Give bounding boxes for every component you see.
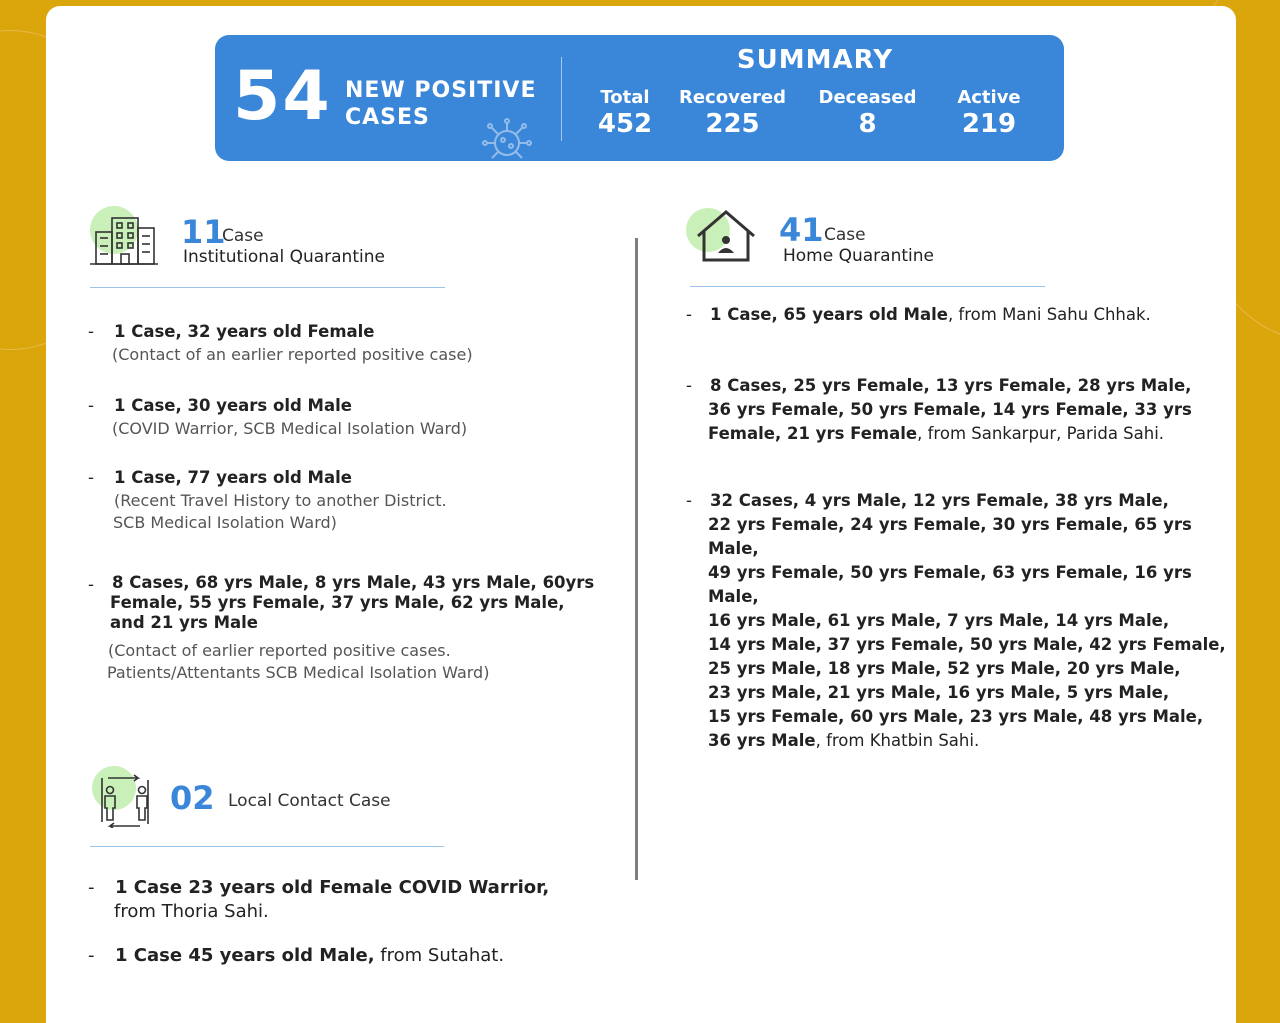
home-icon bbox=[686, 206, 758, 268]
virus-icon bbox=[477, 117, 537, 161]
list-item: - 32 Cases, 4 yrs Male, 12 yrs Female, 38 yrs Male, 22 yrs Female, 24 yrs Female, 30 yrs Female, 65 yrs Male, 49 yrs Female, 50 yrs Female, 63 yrs Female, 16 yrs Male, 16 yrs Male, 61 yrs Male, 7 yrs Male, 14 yrs Male, 14 yrs Male, 37 yrs Female, 50 yrs Male, 42 yrs Female, 25 yrs Male, 18 yrs Male, 52 yrs Male, 20 yrs Male, 23 yrs Male, 21 yrs Male, 16 yrs Male, 5 yrs Male, 15 yrs Female, 60 yrs Male, 23 yrs Male, 48 yrs Male, 36 yrs Male, from Khatbin Sahi. bbox=[686, 491, 1226, 750]
list-item: - 1 Case 45 years old Male, from Sutahat. bbox=[88, 945, 505, 966]
summary-banner bbox=[215, 35, 1064, 161]
home-case-word: Case bbox=[824, 225, 866, 245]
stat-total: Total 452 bbox=[597, 87, 653, 139]
list-item: - 8 Cases, 68 yrs Male, 8 yrs Male, 43 yrs Male, 60yrs Female, 55 yrs Female, 37 yrs Male, 62 yrs Male, and 21 yrs Male (Contact of earlier reported positive cases. Patients/Attentants SCB Medical Isolation Ward) bbox=[88, 573, 595, 682]
stat-deceased: Deceased 8 bbox=[818, 87, 917, 139]
home-count: 41 bbox=[779, 211, 824, 249]
new-cases-count: 54 bbox=[233, 57, 332, 136]
institutional-underline bbox=[90, 287, 445, 288]
institutional-title: Institutional Quarantine bbox=[183, 247, 385, 267]
list-item: - 1 Case, 65 years old Male, from Mani Sahu Chhak. bbox=[686, 305, 1151, 324]
building-icon bbox=[88, 206, 160, 268]
column-divider bbox=[635, 238, 638, 880]
summary-title: SUMMARY bbox=[736, 45, 894, 75]
home-title: Home Quarantine bbox=[783, 246, 934, 266]
stat-active: Active 219 bbox=[957, 87, 1021, 139]
list-item: - 8 Cases, 25 yrs Female, 13 yrs Female, 28 yrs Male, 36 yrs Female, 50 yrs Female, 14 yrs Female, 33 yrs Female, 21 yrs Female, from Sankarpur, Parida Sahi. bbox=[686, 376, 1192, 443]
local-title: Local Contact Case bbox=[228, 791, 391, 811]
local-count: 02 bbox=[170, 779, 215, 817]
new-cases-label: NEW POSITIVE CASES bbox=[345, 78, 537, 130]
list-item: - 1 Case 23 years old Female COVID Warrior, from Thoria Sahi. bbox=[88, 877, 550, 922]
institutional-count: 11 bbox=[181, 213, 226, 251]
list-item: - 1 Case, 30 years old Male (COVID Warrior, SCB Medical Isolation Ward) bbox=[88, 396, 468, 438]
institutional-case-word: Case bbox=[222, 226, 264, 246]
home-underline bbox=[690, 286, 1045, 287]
list-item: - 1 Case, 32 years old Female (Contact of an earlier reported positive case) bbox=[88, 322, 473, 364]
local-underline bbox=[90, 846, 444, 847]
contact-people-icon bbox=[88, 766, 160, 828]
stat-recovered: Recovered 225 bbox=[678, 87, 786, 139]
list-item: - 1 Case, 77 years old Male (Recent Travel History to another District. SCB Medical Isolation Ward) bbox=[88, 468, 447, 532]
